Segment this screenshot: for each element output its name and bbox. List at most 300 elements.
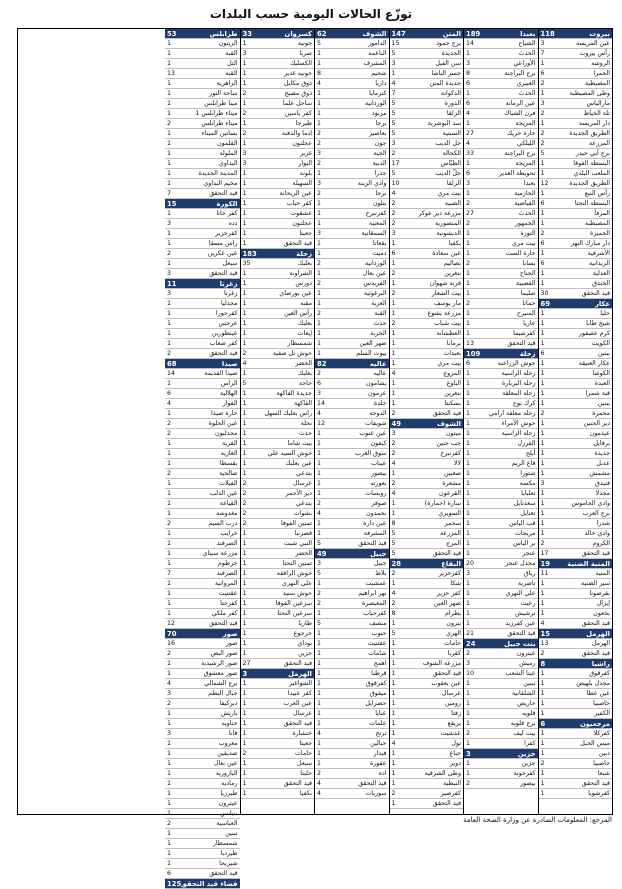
case-count: 1 — [540, 500, 545, 507]
town-name: حوش تل صفية — [272, 350, 312, 357]
town-row — [241, 559, 315, 569]
town-row — [539, 309, 613, 319]
district-name: زحلة — [296, 250, 312, 258]
case-count: 1 — [317, 680, 322, 687]
town-row — [165, 389, 240, 399]
case-count: 1 — [466, 720, 471, 727]
town-name: رأس بيروت — [579, 50, 610, 57]
table-column — [240, 29, 315, 814]
case-count: 1 — [540, 430, 545, 437]
case-count: 1 — [391, 310, 396, 317]
town-name: مزرعة دير عوكر — [418, 210, 461, 217]
town-row — [464, 289, 538, 299]
table-column — [165, 29, 240, 888]
case-count: 1 — [466, 240, 471, 247]
case-count: 1 — [391, 770, 396, 777]
town-name: حاريص — [517, 700, 536, 707]
town-row — [241, 349, 315, 359]
case-count: 4 — [317, 780, 322, 787]
case-count: 2 — [317, 500, 322, 507]
town-name: الكوشا — [592, 370, 610, 377]
town-name: رياق — [523, 570, 536, 577]
town-row — [315, 739, 389, 749]
town-row — [390, 659, 464, 669]
case-count: 1 — [540, 360, 545, 367]
town-name: جبيل — [374, 560, 387, 567]
town-name: برج الشمالي — [204, 680, 238, 687]
town-name: عقورة — [369, 760, 387, 767]
district-name: الهرمل — [586, 630, 610, 638]
case-count: 5 — [391, 110, 396, 117]
town-name: عين عكرين — [207, 250, 238, 257]
town-name: جزين — [521, 760, 536, 767]
town-row — [390, 779, 464, 789]
town-name: البرغوثية — [363, 290, 387, 297]
case-count: 1 — [317, 670, 322, 677]
town-name: حوش السيد علي — [267, 450, 312, 457]
town-row — [241, 379, 315, 389]
town-row — [390, 299, 464, 309]
town-name: عين بعلبك — [285, 460, 312, 467]
case-count: 27 — [466, 210, 475, 217]
case-count: 5 — [391, 550, 396, 557]
case-count: 5 — [391, 540, 396, 547]
town-row — [315, 669, 389, 679]
case-count: 1 — [391, 500, 396, 507]
town-row — [539, 89, 613, 99]
town-name: ميناء طرابلس 1 — [195, 110, 238, 117]
town-row — [241, 549, 315, 559]
town-name: مجدليا — [221, 300, 238, 307]
case-count: 3 — [242, 160, 247, 167]
case-count: 1 — [317, 460, 322, 467]
town-name: الراس — [220, 380, 238, 387]
case-count: 1 — [167, 320, 172, 327]
town-name: الحمرا — [593, 70, 610, 77]
case-count: 1 — [540, 730, 545, 737]
case-count: 1 — [540, 190, 545, 197]
town-row — [165, 289, 240, 299]
town-name: جعيتا — [299, 740, 312, 747]
town-name: بوداي — [297, 640, 312, 647]
town-row — [165, 299, 240, 309]
case-count: 1 — [242, 370, 247, 377]
case-count: 4 — [391, 190, 396, 197]
case-count: 1 — [540, 530, 545, 537]
case-count: 3 — [242, 150, 247, 157]
case-count: 1 — [317, 720, 322, 727]
town-row — [390, 459, 464, 469]
town-name: تحويطة الغدير — [498, 170, 536, 177]
case-count: 70 — [167, 630, 177, 638]
town-name: كفر عبيدا — [287, 690, 312, 697]
town-row — [390, 689, 464, 699]
case-count: 1 — [391, 700, 396, 707]
case-count: 1 — [317, 330, 322, 337]
case-count: 1 — [317, 60, 322, 67]
town-row — [315, 209, 389, 219]
case-count: 1 — [242, 470, 247, 477]
town-row — [390, 309, 464, 319]
case-count: 13 — [540, 640, 549, 647]
case-count: 1 — [466, 420, 471, 427]
town-name: عين المريسة — [576, 40, 610, 47]
town-row — [315, 479, 389, 489]
case-count: 1 — [242, 300, 247, 307]
case-count: 1 — [466, 760, 471, 767]
town-name: الكروم — [592, 540, 610, 547]
case-count: 1 — [317, 270, 322, 277]
town-row — [315, 39, 389, 49]
case-count: 1 — [317, 250, 322, 257]
town-row — [165, 509, 240, 519]
case-count: 8 — [466, 70, 471, 77]
district-name: زغرتا — [219, 280, 238, 288]
town-name: زحلة المعلقة — [502, 390, 536, 397]
case-count: 1 — [466, 190, 471, 197]
town-row — [241, 479, 315, 489]
case-count: 1 — [466, 770, 471, 777]
case-count: 1 — [540, 510, 545, 517]
case-count: 1 — [317, 580, 322, 587]
case-count: 5 — [242, 380, 247, 387]
case-count: 147 — [391, 30, 406, 38]
town-row — [539, 139, 613, 149]
case-count: 1 — [242, 190, 247, 197]
case-count: 1 — [391, 580, 396, 587]
case-count: 3 — [540, 480, 545, 487]
town-name: حارة صيدا — [211, 410, 238, 417]
case-count: 2 — [242, 500, 247, 507]
town-name: تعلبايا — [521, 490, 536, 497]
town-name: دار مبارك النهر — [571, 240, 610, 247]
case-count: 1 — [466, 280, 471, 287]
town-row — [464, 409, 538, 419]
case-count: 1 — [391, 760, 396, 767]
town-row — [315, 249, 389, 259]
town-row — [241, 279, 315, 289]
case-count: 1 — [540, 330, 545, 337]
case-count: 3 — [167, 730, 172, 737]
town-name: عقتنيت — [367, 640, 387, 647]
town-name: مجدلا — [595, 490, 610, 497]
town-name: مشمش — [589, 470, 610, 477]
town-row — [539, 449, 613, 459]
town-row — [315, 789, 389, 799]
town-row — [241, 209, 315, 219]
town-name: الفرزل — [517, 440, 536, 447]
case-count: 1 — [391, 670, 396, 677]
case-count: 20 — [466, 560, 475, 567]
case-count: 1 — [167, 550, 172, 557]
town-name: شبعا — [597, 770, 610, 777]
town-row — [539, 749, 613, 759]
case-count: 4 — [317, 790, 322, 797]
town-name: قيد التحقق — [209, 270, 238, 277]
case-count: 2 — [167, 420, 172, 427]
town-name: الزيتون — [218, 40, 238, 47]
town-row — [464, 699, 538, 709]
town-name: سد البوشرية — [427, 120, 461, 127]
town-row — [241, 99, 315, 109]
town-row — [390, 519, 464, 529]
case-count: 1 — [466, 230, 471, 237]
town-name: بعلبك — [297, 260, 312, 267]
town-row — [464, 609, 538, 619]
town-name: بيت شباب — [434, 320, 461, 327]
case-count: 2 — [391, 600, 396, 607]
case-count: 1 — [167, 80, 172, 87]
case-count: 5 — [391, 100, 396, 107]
case-count: 1 — [167, 580, 172, 587]
town-name: شامات — [368, 650, 387, 657]
town-name: جب جنين — [436, 440, 461, 447]
town-row — [315, 69, 389, 79]
town-row — [390, 429, 464, 439]
case-count: 1 — [317, 170, 322, 177]
town-name: سوق الغرب — [354, 450, 387, 457]
case-count: 2 — [466, 200, 471, 207]
town-name: دبين — [598, 750, 610, 757]
town-name: قيد التحقق — [209, 350, 238, 357]
town-row — [165, 639, 240, 649]
town-name: قيد التحقق — [581, 620, 610, 627]
town-row — [539, 339, 613, 349]
case-count: 1 — [466, 160, 471, 167]
case-count: 1 — [167, 380, 172, 387]
case-count: 1 — [167, 480, 172, 487]
town-name: بيت مري — [511, 240, 536, 247]
town-row — [241, 59, 315, 69]
case-count: 1 — [242, 340, 247, 347]
case-count: 4 — [391, 490, 396, 497]
case-count: 1 — [242, 310, 247, 317]
case-count: 1 — [242, 720, 247, 727]
town-row — [390, 229, 464, 239]
town-name: تمنين التحتا — [282, 560, 312, 567]
town-row — [315, 229, 389, 239]
town-name: المزرعة — [440, 530, 461, 537]
town-row — [390, 449, 464, 459]
town-name: الكسليك — [289, 60, 312, 67]
case-count: 2 — [167, 470, 172, 477]
town-row — [165, 609, 240, 619]
case-count: 5 — [391, 130, 396, 137]
town-row — [165, 399, 240, 409]
town-row — [539, 399, 613, 409]
town-row — [464, 239, 538, 249]
district-name: البقاع — [441, 560, 461, 568]
town-name: دوير — [449, 760, 461, 767]
town-name: شمسطار — [212, 840, 238, 847]
case-count: 1 — [540, 370, 545, 377]
case-count: 12 — [167, 620, 176, 627]
town-row — [165, 179, 240, 189]
case-count: 1 — [317, 320, 322, 327]
town-row — [315, 129, 389, 139]
case-count: 1 — [167, 300, 172, 307]
case-count: 1 — [317, 640, 322, 647]
town-name: مجدل بلهيص — [576, 680, 610, 687]
case-count: 2 — [317, 280, 322, 287]
town-name: زحلة معلقة ارامي — [488, 410, 536, 417]
town-row — [390, 599, 464, 609]
town-row — [165, 499, 240, 509]
source-note: المرجع: المعلومات الصادرة عن وزارة الصحة العامة — [463, 816, 612, 824]
town-row — [241, 289, 315, 299]
town-name: السبتية — [442, 130, 461, 137]
case-count: 1 — [466, 600, 471, 607]
case-count: 1 — [391, 470, 396, 477]
town-name: النبطية — [443, 780, 461, 787]
town-row — [165, 689, 240, 699]
town-name: زحلة البربارة — [502, 380, 536, 387]
town-name: مزرعة الشوف — [422, 660, 461, 667]
town-name: ميتون — [445, 430, 461, 437]
district-name: الشوف — [437, 420, 461, 428]
town-row — [464, 589, 538, 599]
case-count: 4 — [317, 730, 322, 737]
case-count: 4 — [540, 620, 545, 627]
case-count: 1 — [540, 160, 545, 167]
town-name: عين العرب — [283, 700, 312, 707]
town-row — [241, 389, 315, 399]
town-row — [241, 469, 315, 479]
case-count: 4 — [391, 460, 396, 467]
town-name: صربا — [299, 50, 312, 57]
case-count: 2 — [317, 160, 322, 167]
town-row — [165, 139, 240, 149]
case-count: 16 — [167, 640, 176, 647]
town-row — [241, 189, 315, 199]
town-name: صليما — [520, 290, 536, 297]
town-name: شبريحا — [219, 860, 238, 867]
case-count: 1 — [317, 340, 322, 347]
town-row — [539, 169, 613, 179]
case-count: 33 — [242, 30, 252, 38]
case-count: 1 — [466, 510, 471, 517]
town-name: داريا — [375, 80, 387, 87]
town-name: عين سعادة — [432, 250, 461, 257]
town-name: حوش الزراعنة — [497, 360, 536, 367]
case-count: 1 — [466, 490, 471, 497]
town-row — [464, 779, 538, 789]
case-count: 82 — [317, 360, 327, 368]
table-column — [463, 29, 538, 814]
district-header-row — [464, 749, 538, 759]
case-count: 69 — [540, 300, 550, 308]
case-count: 125 — [167, 880, 182, 888]
district-name: كسروان — [284, 30, 312, 38]
case-count: 1 — [540, 440, 545, 447]
town-name: التوزة — [520, 230, 536, 237]
case-count: 109 — [466, 350, 481, 358]
town-name: عرمون — [368, 390, 387, 397]
town-row — [241, 649, 315, 659]
town-row — [165, 59, 240, 69]
town-row — [315, 519, 389, 529]
town-row — [539, 279, 613, 289]
town-name: معروب — [218, 740, 238, 747]
town-row — [165, 259, 240, 269]
town-row — [315, 649, 389, 659]
case-count: 1 — [466, 550, 471, 557]
district-name: عكار — [594, 300, 610, 308]
case-count: 1 — [167, 590, 172, 597]
town-name: جاجة — [298, 380, 312, 387]
town-name: صغبين — [444, 470, 461, 477]
case-count: 1 — [540, 280, 545, 287]
town-name: الديشونية — [436, 230, 461, 237]
case-count: 6 — [540, 70, 545, 77]
town-name: رميش — [519, 660, 536, 667]
town-name: صور البص — [210, 650, 238, 657]
town-name: حارة الست — [505, 250, 536, 257]
case-count: 3 — [317, 230, 322, 237]
town-name: جبال البطم — [208, 690, 238, 697]
case-count: 2 — [466, 780, 471, 787]
case-count: 1 — [540, 90, 545, 97]
case-count: 1 — [242, 690, 247, 697]
case-count: 1 — [242, 280, 247, 287]
town-name: رأس العين — [284, 310, 312, 317]
town-name: حامات — [294, 750, 312, 757]
town-row — [539, 689, 613, 699]
town-row — [539, 429, 613, 439]
case-count: 3 — [317, 390, 322, 397]
town-row — [241, 339, 315, 349]
town-row — [464, 499, 538, 509]
case-count: 5 — [317, 540, 322, 547]
town-row — [165, 329, 240, 339]
town-name: بتغرين — [444, 390, 461, 397]
town-row — [464, 429, 538, 439]
town-row — [390, 319, 464, 329]
town-row — [464, 109, 538, 119]
town-name: باريش — [221, 710, 238, 717]
town-row — [241, 139, 315, 149]
town-name: القصيبة — [516, 280, 536, 287]
case-count: 1 — [167, 230, 172, 237]
town-row — [390, 329, 464, 339]
town-row — [165, 769, 240, 779]
case-count: 1 — [242, 770, 247, 777]
case-count: 3 — [317, 150, 322, 157]
town-name: تعنايل — [520, 510, 536, 517]
town-name: الكويت — [591, 340, 610, 347]
case-count: 15 — [167, 200, 177, 208]
case-count: 2 — [167, 430, 172, 437]
town-name: شتورا — [520, 470, 536, 477]
case-count: 1 — [242, 710, 247, 717]
case-count: 1 — [167, 710, 172, 717]
town-name: حزين — [298, 650, 312, 657]
district-header-row — [464, 349, 538, 359]
town-row — [390, 539, 464, 549]
town-name: حدث — [373, 320, 387, 327]
town-name: البسطة التحتا — [574, 200, 610, 207]
town-name: قلويه — [522, 710, 536, 717]
case-count: 1 — [540, 700, 545, 707]
case-count: 1 — [167, 310, 172, 317]
town-name: الحدث — [518, 50, 536, 57]
town-name: ساحة النور — [209, 90, 238, 97]
town-row — [390, 269, 464, 279]
case-count: 1 — [391, 680, 396, 687]
town-row — [390, 749, 464, 759]
case-count: 11 — [540, 570, 549, 577]
town-row — [464, 119, 538, 129]
